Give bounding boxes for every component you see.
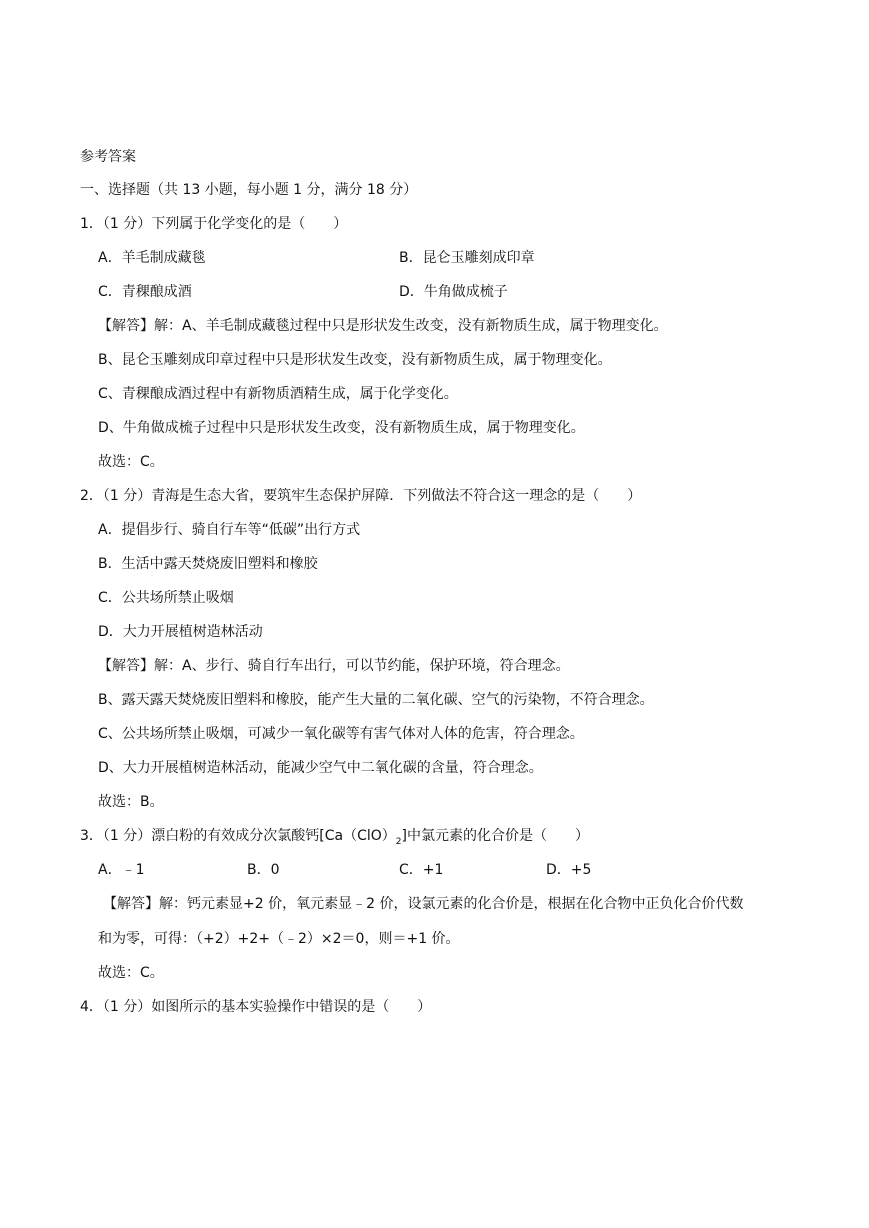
- question-3-subscript: 2: [395, 837, 402, 847]
- question-1-option-d: D．牛角做成梳子: [399, 284, 508, 300]
- question-2-answer-line: 【解答】解：A、步行、骑自行车出行，可以节约能，保护环境，符合理念。: [98, 658, 570, 674]
- question-1-option-c: C．青稞酿成酒: [98, 284, 192, 300]
- question-2-choice: 故选：B。: [98, 794, 164, 810]
- question-3-stem-text: ]中氯元素的化合价是（ ）: [401, 828, 589, 844]
- question-2-option-b: B．生活中露天焚烧废旧塑料和橡胶: [98, 556, 318, 572]
- question-3-choice: 故选：C。: [98, 965, 164, 981]
- question-2-answer-line: D、大力开展植树造林活动，能减少空气中二氧化碳的含量，符合理念。: [98, 760, 543, 776]
- question-3-option-b: B．0: [247, 862, 280, 878]
- question-2-option-a: A．提倡步行、骑自行车等“低碳”出行方式: [98, 522, 361, 538]
- question-2-option-d: D．大力开展植树造林活动: [98, 624, 263, 640]
- question-1-option-a: A．羊毛制成藏毯: [98, 250, 206, 266]
- question-1-answer-line: B、昆仑玉雕刻成印章过程中只是形状发生改变，没有新物质生成，属于物理变化。: [98, 352, 612, 368]
- question-3-answer-line: 和为零，可得：（+2）+2+（﹣2）×2＝0，则＝+1 价。: [98, 931, 460, 947]
- question-2-option-c: C．公共场所禁止吸烟: [98, 590, 234, 606]
- question-2-answer-line: C、公共场所禁止吸烟，可减少一氧化碳等有害气体对人体的危害，符合理念。: [98, 726, 584, 742]
- question-3-option-d: D．+5: [546, 862, 592, 878]
- question-4-stem: 4．（1 分）如图所示的基本实验操作中错误的是（ ）: [80, 999, 432, 1015]
- question-1-answer-line: C、青稞酿成酒过程中有新物质酒精生成，属于化学变化。: [98, 386, 458, 402]
- question-1-answer-line: D、牛角做成梳子过程中只是形状发生改变，没有新物质生成，属于物理变化。: [98, 420, 585, 436]
- question-3-stem-text: 3．（1 分）漂白粉的有效成分次氯酸钙[Ca（ClO）: [80, 828, 396, 844]
- question-1-choice: 故选：C。: [98, 454, 164, 470]
- question-3-stem: [80, 826, 589, 846]
- question-3-answer-line: 【解答】解：钙元素显+2 价，氧元素显﹣2 价，设氯元素的化合价是，根据在化合物中正负化合价代数: [103, 896, 744, 912]
- question-2-stem: 2．（1 分）青海是生态大省，要筑牢生态保护屏障．下列做法不符合这一理念的是（ ）: [80, 488, 642, 504]
- question-1-option-b: B．昆仑玉雕刻成印章: [399, 250, 535, 266]
- question-3-option-a: A．﹣1: [98, 862, 145, 878]
- question-1-stem: 1．（1 分）下列属于化学变化的是（ ）: [80, 216, 348, 232]
- section-heading: 一、选择题（共 13 小题，每小题 1 分，满分 18 分）: [80, 182, 418, 198]
- question-1-answer-line: 【解答】解：A、羊毛制成藏毯过程中只是形状发生改变，没有新物质生成，属于物理变化。: [98, 318, 668, 334]
- question-3-option-c: C．+1: [399, 862, 444, 878]
- answer-title: 参考答案: [80, 149, 136, 165]
- question-2-answer-line: B、露天露天焚烧废旧塑料和橡胶，能产生大量的二氧化碳、空气的污染物，不符合理念。: [98, 692, 654, 708]
